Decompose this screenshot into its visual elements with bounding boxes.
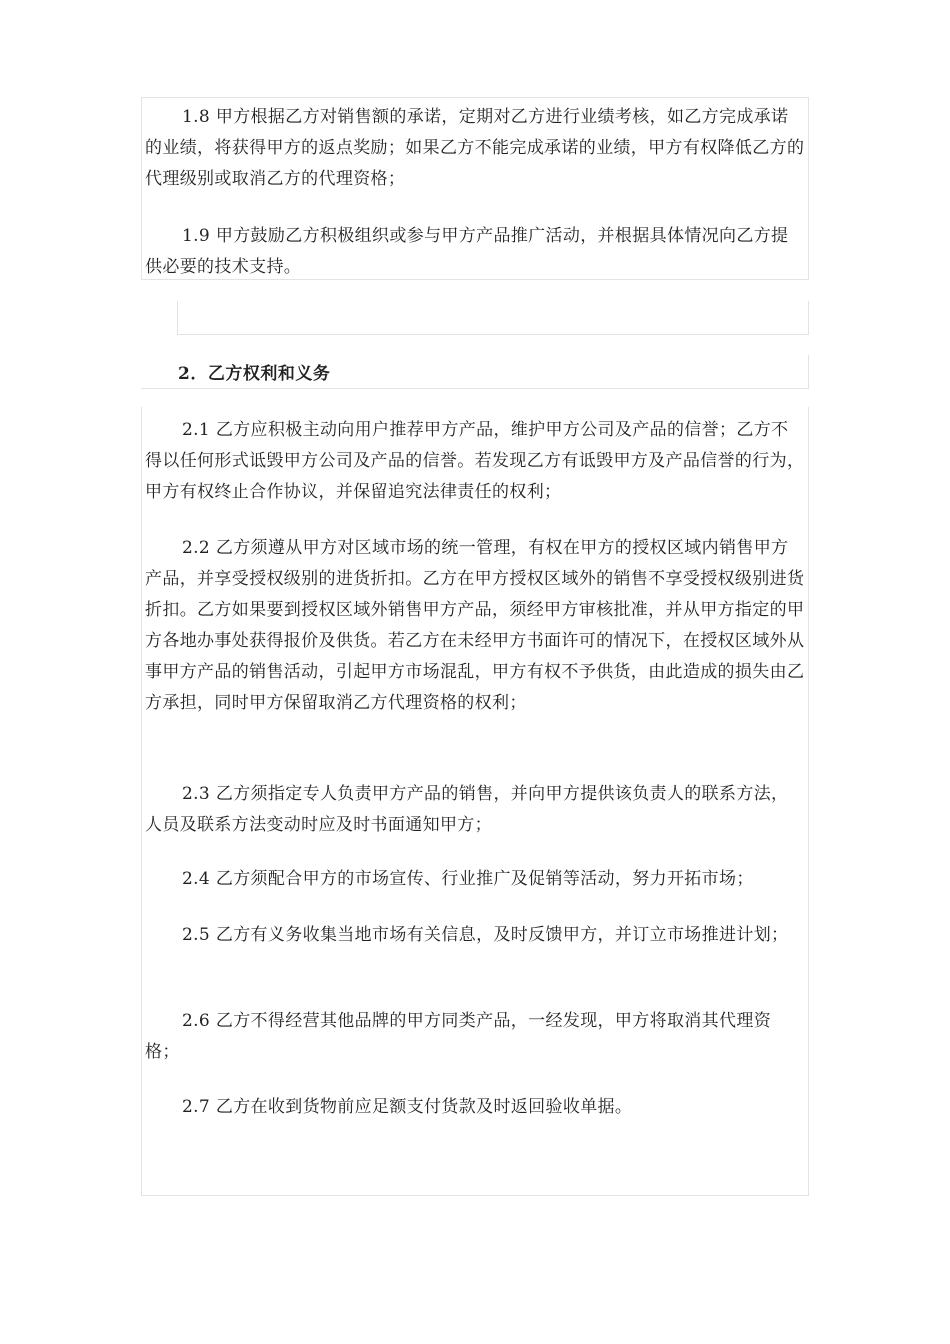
clause-2-2: 2.2 乙方须遵从甲方对区域市场的统一管理，有权在甲方的授权区域内销售甲方产品，并享受授权级别的进货折扣。乙方在甲方授权区域外的销售不享受授权级别进货折扣。乙方如果要到授权区域外销售甲方产品，须经甲方审核批准，并从甲方指定的甲方各地办事处获得报价及供货。若乙方在未经甲方书面许可的情况下，在授权区域外从事甲方产品的销售活动，引起甲方市场混乱，甲方有权不予供货，由此造成的损失由乙方承担，同时甲方保留取消乙方代理资格的权利； xyxy=(145,538,805,713)
clause-1-9: 1.9 甲方鼓励乙方积极组织或参与甲方产品推广活动，并根据具体情况向乙方提供必要的技术支持。 xyxy=(145,226,789,277)
clause-2-5: 2.5 乙方有义务收集当地市场有关信息，及时反馈甲方，并订立市场推进计划； xyxy=(182,925,789,945)
clause-2-1: 2.1 乙方应积极主动向用户推荐甲方产品，维护甲方公司及产品的信誉；乙方不得以任何形式诋毁甲方公司及产品的信誉。若发现乙方有诋毁甲方及产品信誉的行为，甲方有权终止合作协议，并保留追究法律责任的权利； xyxy=(145,420,805,502)
clause-2-7: 2.7 乙方在收到货物前应足额支付货款及时返回验收单据。 xyxy=(182,1097,633,1117)
clause-2-3: 2.3 乙方须指定专人负责甲方产品的销售，并向甲方提供该负责人的联系方法，人员及联系方法变动时应及时书面通知甲方； xyxy=(145,784,789,835)
section-2-heading: 2．乙方权利和义务 xyxy=(178,364,331,384)
clause-2-6: 2.6 乙方不得经营其他品牌的甲方同类产品，一经发现，甲方将取消其代理资格； xyxy=(145,1011,772,1062)
clause-2-4: 2.4 乙方须配合甲方的市场宣传、行业推广及促销等活动，努力开拓市场； xyxy=(182,869,754,889)
clause-1-8: 1.8 甲方根据乙方对销售额的承诺，定期对乙方进行业绩考核，如乙方完成承诺的业绩，将获得甲方的返点奖励；如果乙方不能完成承诺的业绩，甲方有权降低乙方的代理级别或取消乙方的代理资格； xyxy=(145,107,805,189)
spacer-frame xyxy=(177,301,809,335)
